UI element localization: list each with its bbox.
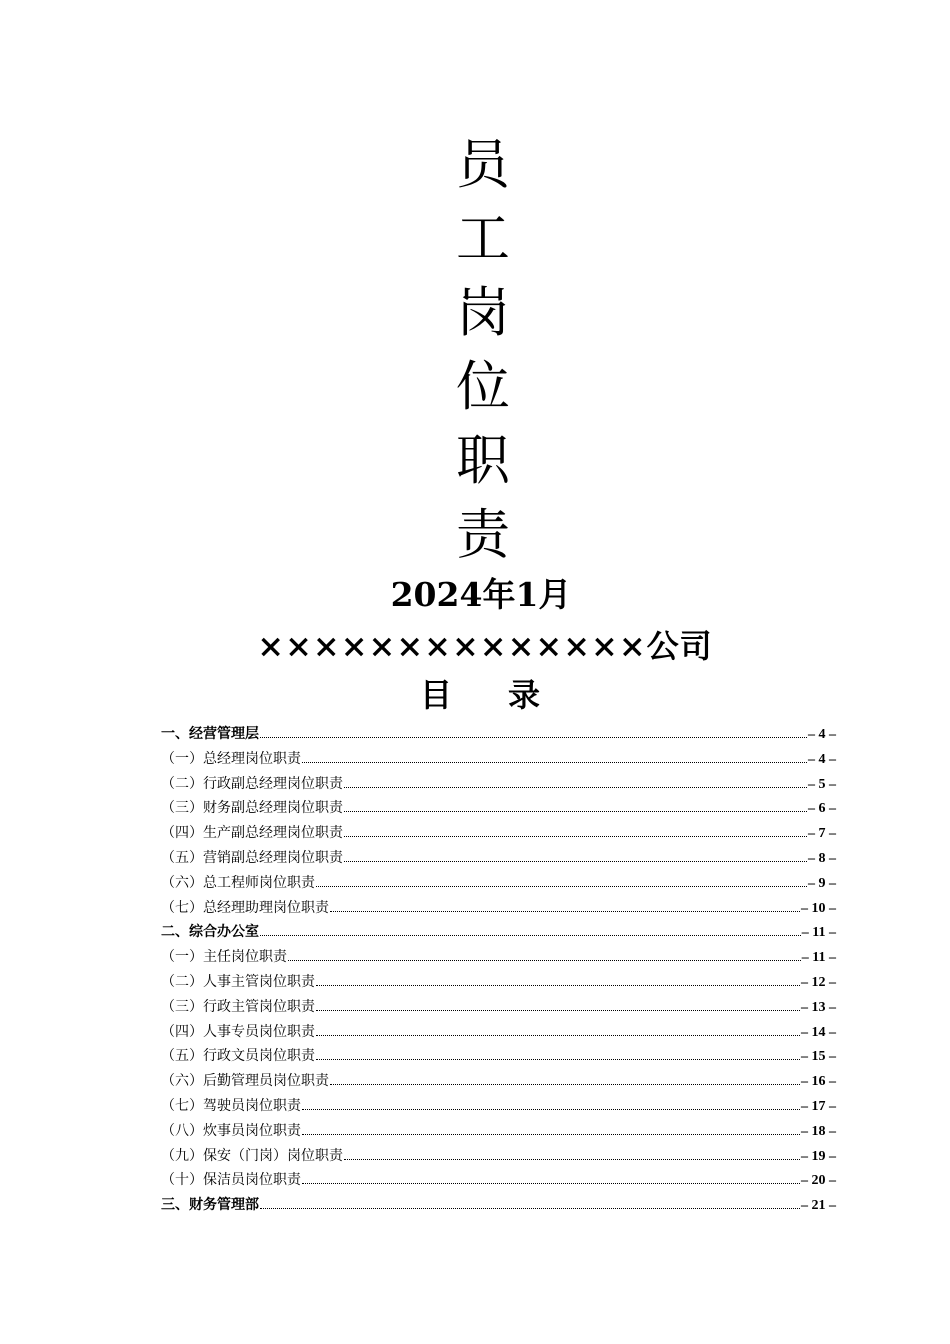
toc-entry-page: – 6 –	[808, 801, 836, 817]
toc-entry[interactable]	[161, 1168, 836, 1193]
title-char: 岗	[456, 281, 510, 344]
toc-entry-label: （二）行政副总经理岗位职责	[161, 775, 343, 792]
toc-entry-label: （五）行政文员岗位职责	[161, 1048, 315, 1065]
toc-dot-leader	[260, 736, 807, 738]
toc-entry[interactable]	[161, 722, 836, 747]
toc-entry-page: – 5 –	[808, 776, 836, 792]
toc-entry-label: （七）总经理助理岗位职责	[161, 899, 329, 916]
toc-dot-leader	[344, 860, 807, 862]
toc-entry[interactable]	[161, 1020, 836, 1045]
toc-dot-leader	[330, 910, 800, 912]
toc-dot-leader	[302, 1133, 800, 1135]
toc-entry-label: （七）驾驶员岗位职责	[161, 1097, 301, 1114]
toc-dot-leader	[302, 1108, 800, 1110]
toc-entry-page: – 18 –	[801, 1123, 836, 1139]
toc-dot-leader	[344, 810, 807, 812]
toc-entry-page: – 16 –	[801, 1074, 836, 1090]
toc-entry-label: （十）保洁员岗位职责	[161, 1172, 301, 1189]
toc-entry-label: （八）炊事员岗位职责	[161, 1122, 301, 1139]
toc-dot-leader	[316, 1009, 800, 1011]
toc-entry-label: （六）后勤管理员岗位职责	[161, 1073, 329, 1090]
toc-entry-label: （一）总经理岗位职责	[161, 750, 301, 767]
toc-entry-label: （六）总工程师岗位职责	[161, 874, 315, 891]
toc-entry[interactable]	[161, 821, 836, 846]
toc-entry-page: – 11 –	[801, 950, 836, 966]
toc-entry-label: （二）人事主管岗位职责	[161, 973, 315, 990]
toc-dot-leader	[316, 1034, 800, 1036]
toc-dot-leader	[260, 934, 801, 936]
toc-entry-page: – 4 –	[808, 751, 836, 767]
toc-dot-leader	[316, 885, 807, 887]
title-char: 员	[456, 133, 510, 196]
toc-heading-right: 录	[508, 676, 541, 714]
toc-entry-page: – 19 –	[801, 1148, 836, 1164]
toc-heading-left: 目	[419, 676, 452, 714]
toc-entry[interactable]	[161, 920, 836, 945]
toc-entry-page: – 10 –	[801, 900, 836, 916]
toc-entry[interactable]	[161, 1094, 836, 1119]
toc-entry-label: 二、综合办公室	[161, 924, 259, 941]
toc-dot-leader	[344, 1158, 800, 1160]
document-date: 2024年1月	[390, 575, 572, 614]
toc-entry-label: （一）主任岗位职责	[161, 949, 287, 966]
toc-entry-page: – 15 –	[801, 1049, 836, 1065]
toc-dot-leader	[344, 835, 807, 837]
toc-dot-leader	[260, 1207, 800, 1209]
toc-entry-page: – 13 –	[801, 999, 836, 1015]
toc-heading	[0, 672, 950, 718]
toc-entry[interactable]	[161, 871, 836, 896]
toc-entry[interactable]	[161, 846, 836, 871]
toc-entry-label: （三）行政主管岗位职责	[161, 998, 315, 1015]
toc-entry[interactable]	[161, 1193, 836, 1218]
company-name: ××××××××××××××公司	[257, 627, 713, 665]
toc-entry-label: （四）生产副总经理岗位职责	[161, 825, 343, 842]
toc-entry-page: – 7 –	[808, 826, 836, 842]
toc-entry-page: – 8 –	[808, 850, 836, 866]
toc-dot-leader	[302, 1182, 800, 1184]
toc-dot-leader	[344, 786, 807, 788]
toc-entry[interactable]	[161, 747, 836, 772]
toc-entry-page: – 9 –	[808, 875, 836, 891]
toc-entry-page: – 11 –	[801, 925, 836, 941]
toc-entry-label: （五）营销副总经理岗位职责	[161, 849, 343, 866]
toc-entry[interactable]	[161, 995, 836, 1020]
toc-entry-label: （九）保安（门岗）岗位职责	[161, 1147, 343, 1164]
toc-entry-page: – 4 –	[808, 727, 836, 742]
toc-entry-page: – 12 –	[801, 974, 836, 990]
document-title	[0, 128, 950, 572]
toc-entry-page: – 20 –	[801, 1173, 836, 1189]
toc-dot-leader	[316, 1058, 800, 1060]
toc-dot-leader	[330, 1083, 800, 1085]
toc-entry[interactable]	[161, 945, 836, 970]
toc-entry[interactable]	[161, 1144, 836, 1169]
table-of-contents	[161, 722, 836, 1218]
toc-entry[interactable]	[161, 970, 836, 995]
toc-entry-page: – 17 –	[801, 1098, 836, 1114]
title-char: 责	[456, 503, 510, 566]
toc-entry-page: – 14 –	[801, 1024, 836, 1040]
toc-entry[interactable]	[161, 772, 836, 797]
toc-dot-leader	[302, 761, 807, 763]
toc-entry-label: 一、经营管理层	[161, 726, 259, 742]
toc-entry-page: – 21 –	[801, 1198, 836, 1214]
toc-entry[interactable]	[161, 796, 836, 821]
toc-dot-leader	[316, 984, 800, 986]
title-char: 位	[456, 355, 510, 418]
title-char: 职	[456, 429, 510, 492]
toc-entry-label: （三）财务副总经理岗位职责	[161, 800, 343, 817]
toc-dot-leader	[288, 959, 801, 961]
toc-entry-label: （四）人事专员岗位职责	[161, 1023, 315, 1040]
toc-entry[interactable]	[161, 1069, 836, 1094]
toc-entry[interactable]	[161, 1119, 836, 1144]
toc-entry[interactable]	[161, 896, 836, 921]
toc-entry[interactable]	[161, 1044, 836, 1069]
toc-entry-label: 三、财务管理部	[161, 1197, 259, 1214]
title-char: 工	[456, 207, 510, 270]
